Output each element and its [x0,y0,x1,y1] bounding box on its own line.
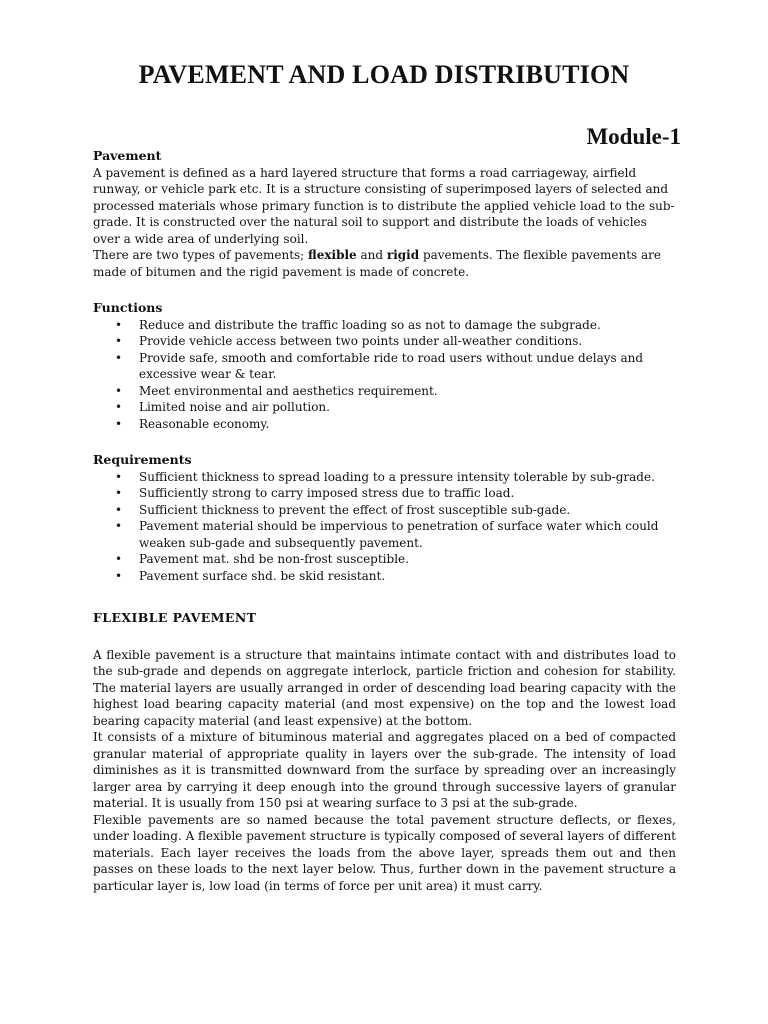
list-item-text: Sufficiently strong to carry imposed stress due to traffic load. [139,486,515,500]
list-item-text: Provide vehicle access between two points under all-weather conditions. [139,334,583,348]
bullet-icon: • [115,317,123,332]
bullet-icon: • [115,334,123,348]
pavement-definition-paragraph: A pavement is defined as a hard layered structure that forms a road carriageway, airfield runway, or vehicle park etc. It is a structure consisting of superimposed layers of selected and processed materials whose primary function is to distribute the applied vehicle load to the sub-grade. It is constructed over the natural soil to support and distribute the loads of vehicles over a wide area of underlying soil. [93,165,675,246]
list-item [115,399,676,416]
bullet-icon: • [115,469,123,484]
bullet-icon: • [115,552,123,566]
pavement-types-text: There are two types of pavements; [93,248,309,262]
functions-list [93,317,676,433]
flexible-pavement-paragraph-3: Flexible pavements are so named because the total pavement structure deflects, or flexes, under loading. A flexible pavement structure is typically composed of several layers of different materials. Each layer receives the loads from the above layer, spreads them out and then passes on these loads to the next layer below. Thus, further down in the pavement structure a particular layer is, low load (in terms of force per unit area) it must carry. [93,812,676,893]
bullet-icon: • [115,383,123,398]
document-title: PAVEMENT AND LOAD DISTRIBUTION [138,60,630,89]
list-item [115,317,676,334]
list-item-text: Limited noise and air pollution. [139,400,330,414]
list-item [115,518,676,551]
list-item-text: Reduce and distribute the traffic loading so as not to damage the subgrade. [139,317,601,332]
bullet-icon: • [115,519,123,533]
bullet-icon: • [115,502,123,517]
list-item-text: Sufficient thickness to prevent the effect of frost susceptible sub-gade. [139,502,571,517]
list-item [115,333,676,350]
requirements-heading: Requirements [93,452,192,467]
spacer [93,627,676,647]
bullet-icon: • [115,416,123,431]
list-item [115,551,676,568]
bullet-icon: • [115,350,123,365]
list-item [115,383,676,400]
list-item-text: Provide safe, smooth and comfortable ride to road users without undue delays and excessive wear & tear. [139,350,644,381]
rigid-term: rigid [386,248,420,262]
list-item-text: Meet environmental and aesthetics requirement. [139,383,438,398]
bullet-icon: • [115,486,123,500]
list-item [115,469,676,486]
spacer [93,584,676,610]
flexible-pavement-paragraph-2: It consists of a mixture of bituminous material and aggregates placed on a bed of compacted granular material of appropriate quality in layers over the sub-grade. The intensity of load diminishes as it is transmitted downward from the surface by spreading over an increasingly larger area by carrying it deep enough into the ground through successive layers of granular material. It is usually from 150 psi at wearing surface to 3 psi at the sub-grade. [93,730,676,810]
list-item-text: Pavement mat. shd be non-frost susceptible. [139,552,409,566]
bullet-icon: • [115,400,123,414]
flexible-pavement-heading: FLEXIBLE PAVEMENT [93,610,257,625]
list-item-text: Reasonable economy. [139,416,270,431]
list-item [115,416,676,433]
requirements-list [93,469,676,585]
list-item-text: Pavement material should be impervious to penetration of surface water which could weaken sub-gade and subsequently pavement. [139,519,659,550]
list-item [115,485,676,502]
flexible-term: flexible [308,248,357,262]
list-item [115,568,676,585]
spacer [93,432,676,452]
pavement-types-rest: pavements. The flexible pavements are made of bitumen and the rigid pavement is made of concrete. [93,248,661,279]
list-item [115,350,676,383]
spacer [93,280,676,300]
list-item-text: Pavement surface shd. be skid resistant. [139,568,386,583]
list-item-text: Sufficient thickness to spread loading to a pressure intensity tolerable by sub-grade. [139,469,655,484]
bullet-icon: • [115,568,123,583]
document-body [93,148,676,894]
pavement-types-and: and [356,248,387,262]
pavement-heading: Pavement [93,148,162,163]
list-item [115,502,676,519]
flexible-pavement-paragraph-1: A flexible pavement is a structure that maintains intimate contact with and distributes load to the sub-grade and depends on aggregate interlock, particle friction and cohesion for stability. The material layers are usually arranged in order of descending load bearing capacity with the highest load bearing capacity material (and most expensive) on the top and the lowest load bearing capacity material (and least expensive) at the bottom. [93,647,676,728]
functions-heading: Functions [93,300,163,315]
module-label: Module-1 [586,124,681,149]
pavement-types-paragraph [93,247,676,280]
